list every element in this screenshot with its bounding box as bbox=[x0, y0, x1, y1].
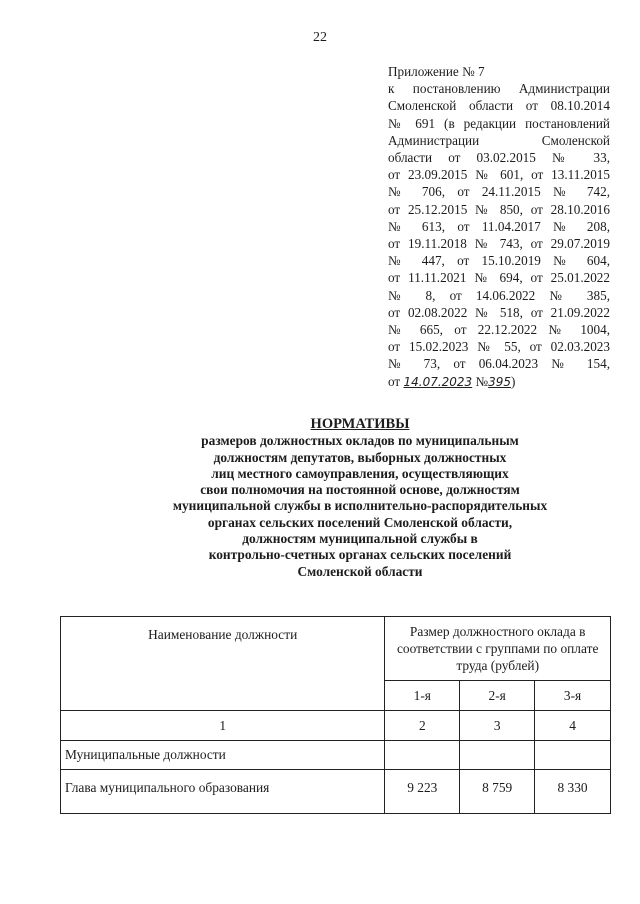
appendix-line-1: к постановлению Администрации bbox=[388, 81, 610, 97]
column-number-3: 3 bbox=[460, 711, 535, 741]
title-line-6: должностям муниципальной службы в bbox=[242, 531, 478, 547]
appendix-line-10: от 19.11.2018 № 743, от 29.07.2019 bbox=[388, 236, 610, 252]
row-value-group-1 bbox=[385, 741, 460, 770]
header-group-1: 1-я bbox=[385, 681, 460, 711]
row-value-group-2 bbox=[460, 741, 535, 770]
table-column-numbers-row bbox=[61, 711, 611, 741]
handwritten-number: 395 bbox=[488, 374, 511, 389]
title-line-1: должностям депутатов, выборных должностных bbox=[213, 449, 507, 465]
header-salary-size: Размер должностного оклада в соответствии с группами по оплате труда (рублей) bbox=[385, 617, 611, 681]
title-line-4: муниципальной службы в исполнительно-распорядительных bbox=[172, 498, 548, 514]
appendix-line-7: № 706, от 24.11.2015 № 742, bbox=[388, 184, 610, 200]
appendix-block bbox=[388, 63, 610, 391]
appendix-line-6: от 23.09.2015 № 601, от 13.11.2015 bbox=[388, 167, 610, 183]
appendix-line-16: от 15.02.2023 № 55, от 02.03.2023 bbox=[388, 339, 610, 355]
title-line-2: лиц местного самоуправления, осуществляющих bbox=[211, 465, 509, 481]
appendix-last-no-label: № bbox=[475, 373, 489, 389]
row-value-group-3 bbox=[535, 741, 611, 770]
title-line-5: органах сельских поселений Смоленской области, bbox=[207, 514, 513, 530]
title-line-7: контрольно-счетных органах сельских поселений bbox=[208, 547, 512, 563]
title-line-0: размеров должностных окладов по муниципальным bbox=[201, 433, 519, 449]
appendix-last-prefix: от bbox=[388, 373, 401, 389]
table-header-row bbox=[61, 617, 611, 681]
title-line-3: свои полномочия на постоянной основе, должностям bbox=[200, 482, 520, 498]
appendix-line-15: № 665, от 22.12.2022 № 1004, bbox=[388, 322, 610, 338]
appendix-line-5: области от 03.02.2015 № 33, bbox=[388, 150, 610, 166]
title-block bbox=[60, 416, 640, 580]
table-row bbox=[61, 741, 611, 770]
row-name: Муниципальные должности bbox=[61, 741, 385, 770]
appendix-line-9: № 613, от 11.04.2017 № 208, bbox=[388, 218, 610, 234]
row-name: Глава муниципального образования bbox=[61, 770, 385, 814]
appendix-line-3: № 691 (в редакции постановлений bbox=[388, 115, 610, 131]
appendix-line-8: от 25.12.2015 № 850, от 28.10.2016 bbox=[388, 201, 610, 217]
appendix-line-0: Приложение № 7 bbox=[388, 64, 485, 79]
appendix-line-17: № 73, от 06.04.2023 № 154, bbox=[388, 356, 610, 372]
row-value-group-2: 8 759 bbox=[460, 770, 535, 814]
appendix-line-12: от 11.11.2021 № 694, от 25.01.2022 bbox=[388, 270, 610, 286]
appendix-line-14: от 02.08.2022 № 518, от 21.09.2022 bbox=[388, 304, 610, 320]
norms-table bbox=[60, 616, 611, 814]
header-position-name: Наименование должности bbox=[61, 617, 385, 711]
table-row bbox=[61, 770, 611, 814]
appendix-line-11: № 447, от 15.10.2019 № 604, bbox=[388, 253, 610, 269]
column-number-1: 1 bbox=[61, 711, 385, 741]
column-number-4: 4 bbox=[535, 711, 611, 741]
header-group-3: 3-я bbox=[535, 681, 611, 711]
row-value-group-1: 9 223 bbox=[385, 770, 460, 814]
handwritten-date: 14.07.2023 bbox=[403, 374, 473, 389]
appendix-last-line bbox=[388, 373, 610, 391]
row-value-group-3: 8 330 bbox=[535, 770, 611, 814]
appendix-line-2: Смоленской области от 08.10.2014 bbox=[388, 98, 610, 114]
appendix-last-suffix: ) bbox=[511, 373, 516, 389]
document-heading: НОРМАТИВЫ bbox=[310, 416, 410, 432]
page-number: 22 bbox=[313, 30, 327, 45]
title-line-8: Смоленской области bbox=[297, 563, 423, 579]
appendix-line-13: № 8, от 14.06.2022 № 385, bbox=[388, 287, 610, 303]
column-number-2: 2 bbox=[385, 711, 460, 741]
appendix-line-4: Администрации Смоленской bbox=[388, 132, 610, 148]
header-group-2: 2-я bbox=[460, 681, 535, 711]
